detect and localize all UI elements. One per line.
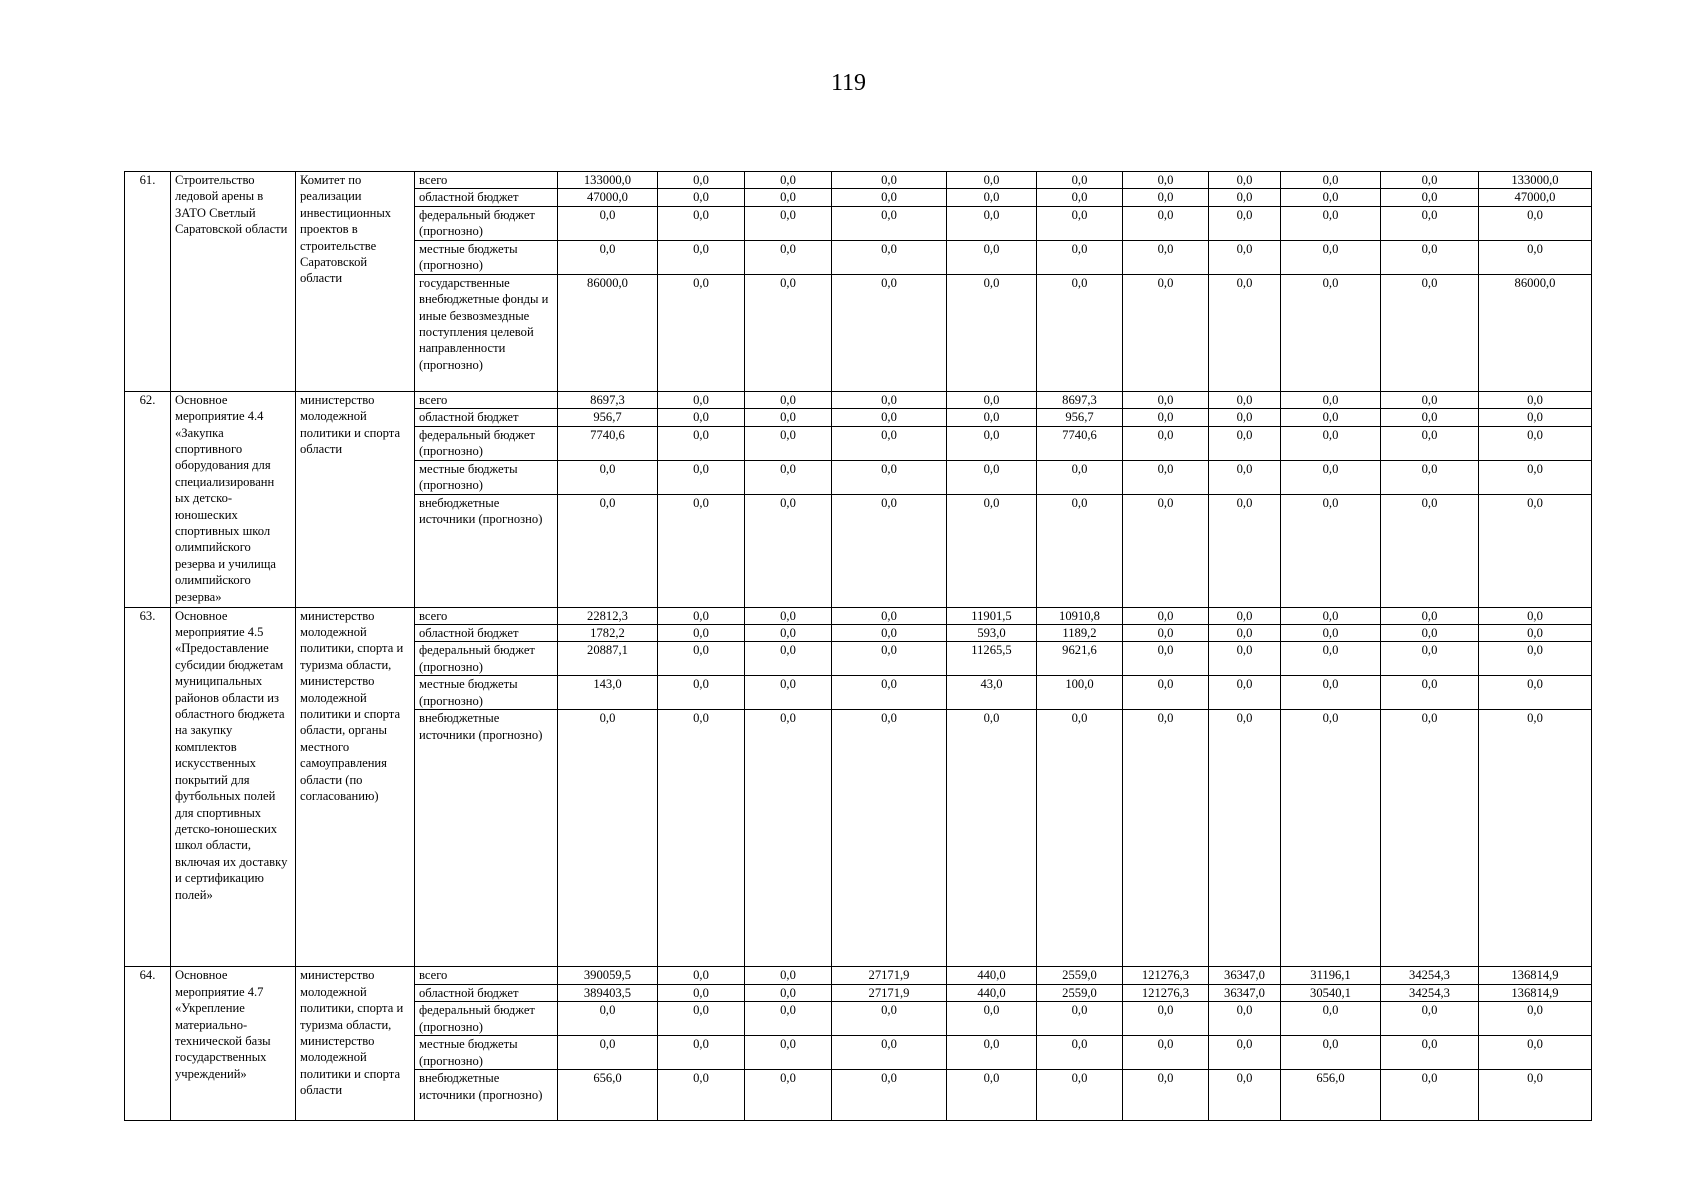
amount-cell: 956,7 (1037, 409, 1123, 426)
amount-cell: 0,0 (1037, 460, 1123, 494)
total-amount-cell: 0,0 (558, 494, 658, 607)
amount-cell: 0,0 (1123, 189, 1209, 206)
amount-cell: 0,0 (1381, 494, 1479, 607)
measure-name: Основное мероприятие 4.7 «Укрепление материально-технической базы государственных учреждений» (171, 967, 296, 1121)
amount-cell: 0,0 (1281, 676, 1381, 710)
amount-cell: 0,0 (1381, 642, 1479, 676)
funding-source: всего (415, 607, 558, 624)
funding-source: местные бюджеты (прогнозно) (415, 676, 558, 710)
amount-cell: 0,0 (1479, 409, 1592, 426)
amount-cell: 0,0 (1123, 206, 1209, 240)
amount-cell: 0,0 (745, 494, 832, 607)
amount-cell: 0,0 (745, 710, 832, 967)
amount-cell: 43,0 (947, 676, 1037, 710)
amount-cell: 0,0 (1479, 494, 1592, 607)
amount-cell: 0,0 (1037, 240, 1123, 274)
amount-cell: 0,0 (1123, 391, 1209, 408)
amount-cell: 0,0 (1209, 409, 1281, 426)
measure-name: Основное мероприятие 4.4 «Закупка спортивного оборудования для специализированн ых детско-юношеских спортивных школ олимпийского резерва и училища олимпийского резерва» (171, 391, 296, 607)
amount-cell: 0,0 (658, 710, 745, 967)
total-amount-cell: 656,0 (558, 1070, 658, 1121)
amount-cell: 0,0 (745, 189, 832, 206)
executor: министерство молодежной политики и спорта области (296, 391, 415, 607)
amount-cell: 0,0 (1381, 206, 1479, 240)
amount-cell: 0,0 (1381, 710, 1479, 967)
amount-cell: 0,0 (1209, 625, 1281, 642)
amount-cell: 0,0 (947, 274, 1037, 391)
amount-cell: 0,0 (1281, 710, 1381, 967)
amount-cell: 0,0 (1037, 172, 1123, 189)
amount-cell: 0,0 (947, 391, 1037, 408)
amount-cell: 0,0 (1037, 206, 1123, 240)
amount-cell: 0,0 (832, 676, 947, 710)
amount-cell: 27171,9 (832, 984, 947, 1001)
amount-cell: 0,0 (1209, 1070, 1281, 1121)
amount-cell: 0,0 (658, 676, 745, 710)
total-amount-cell: 0,0 (558, 710, 658, 967)
amount-cell: 0,0 (1281, 1036, 1381, 1070)
amount-cell: 0,0 (1123, 607, 1209, 624)
amount-cell: 0,0 (658, 984, 745, 1001)
amount-cell: 0,0 (1037, 494, 1123, 607)
amount-cell: 0,0 (1479, 1036, 1592, 1070)
amount-cell: 0,0 (1381, 1036, 1479, 1070)
amount-cell: 0,0 (1479, 206, 1592, 240)
funding-source: местные бюджеты (прогнозно) (415, 1036, 558, 1070)
amount-cell: 0,0 (1209, 240, 1281, 274)
amount-cell: 0,0 (832, 710, 947, 967)
funding-source: областной бюджет (415, 625, 558, 642)
amount-cell: 0,0 (947, 1070, 1037, 1121)
amount-cell: 0,0 (1037, 1002, 1123, 1036)
amount-cell: 0,0 (1281, 172, 1381, 189)
amount-cell: 0,0 (832, 1036, 947, 1070)
amount-cell: 0,0 (658, 240, 745, 274)
amount-cell: 0,0 (947, 172, 1037, 189)
amount-cell: 0,0 (1123, 1002, 1209, 1036)
amount-cell: 0,0 (1209, 710, 1281, 967)
amount-cell: 0,0 (832, 1002, 947, 1036)
total-amount-cell: 143,0 (558, 676, 658, 710)
amount-cell: 0,0 (745, 240, 832, 274)
amount-cell: 0,0 (658, 494, 745, 607)
amount-cell: 0,0 (947, 206, 1037, 240)
amount-cell: 0,0 (658, 274, 745, 391)
funding-source: федеральный бюджет (прогнозно) (415, 206, 558, 240)
amount-cell: 0,0 (1281, 607, 1381, 624)
amount-cell: 0,0 (1281, 274, 1381, 391)
amount-cell: 0,0 (1037, 1070, 1123, 1121)
amount-cell: 0,0 (832, 625, 947, 642)
funding-source: всего (415, 391, 558, 408)
amount-cell: 0,0 (1281, 426, 1381, 460)
funding-source: областной бюджет (415, 984, 558, 1001)
funding-source: областной бюджет (415, 409, 558, 426)
amount-cell: 0,0 (832, 240, 947, 274)
amount-cell: 36347,0 (1209, 967, 1281, 984)
amount-cell: 0,0 (1479, 642, 1592, 676)
amount-cell: 86000,0 (1479, 274, 1592, 391)
amount-cell: 0,0 (1381, 1070, 1479, 1121)
amount-cell: 0,0 (745, 460, 832, 494)
total-amount-cell: 0,0 (558, 1036, 658, 1070)
table-row (125, 967, 1592, 984)
amount-cell: 0,0 (1037, 710, 1123, 967)
amount-cell: 0,0 (745, 391, 832, 408)
amount-cell: 2559,0 (1037, 984, 1123, 1001)
amount-cell: 0,0 (745, 409, 832, 426)
amount-cell: 0,0 (745, 967, 832, 984)
total-amount-cell: 8697,3 (558, 391, 658, 408)
amount-cell: 10910,8 (1037, 607, 1123, 624)
funding-source: федеральный бюджет (прогнозно) (415, 642, 558, 676)
row-number: 62. (125, 391, 171, 607)
amount-cell: 0,0 (1209, 607, 1281, 624)
table-row (125, 391, 1592, 408)
amount-cell: 0,0 (1123, 460, 1209, 494)
amount-cell: 0,0 (832, 274, 947, 391)
amount-cell: 0,0 (1209, 426, 1281, 460)
amount-cell: 0,0 (1209, 172, 1281, 189)
amount-cell: 0,0 (745, 1070, 832, 1121)
page-number: 119 (830, 70, 867, 96)
amount-cell: 0,0 (658, 607, 745, 624)
funding-source: местные бюджеты (прогнозно) (415, 240, 558, 274)
executor: Комитет по реализации инвестиционных проектов в строительстве Саратовской области (296, 172, 415, 392)
amount-cell: 0,0 (1123, 1070, 1209, 1121)
amount-cell: 36347,0 (1209, 984, 1281, 1001)
amount-cell: 0,0 (658, 409, 745, 426)
amount-cell: 0,0 (1281, 625, 1381, 642)
funding-source: областной бюджет (415, 189, 558, 206)
total-amount-cell: 86000,0 (558, 274, 658, 391)
total-amount-cell: 0,0 (558, 460, 658, 494)
amount-cell: 0,0 (1479, 1002, 1592, 1036)
funding-source: федеральный бюджет (прогнозно) (415, 426, 558, 460)
amount-cell: 0,0 (832, 189, 947, 206)
amount-cell: 0,0 (1281, 391, 1381, 408)
funding-source: всего (415, 967, 558, 984)
amount-cell: 656,0 (1281, 1070, 1381, 1121)
amount-cell: 0,0 (745, 676, 832, 710)
budget-table (124, 171, 1592, 1121)
total-amount-cell: 22812,3 (558, 607, 658, 624)
amount-cell: 0,0 (1479, 625, 1592, 642)
amount-cell: 133000,0 (1479, 172, 1592, 189)
amount-cell: 0,0 (1037, 1036, 1123, 1070)
amount-cell: 0,0 (947, 189, 1037, 206)
amount-cell: 0,0 (658, 1036, 745, 1070)
amount-cell: 2559,0 (1037, 967, 1123, 984)
amount-cell: 0,0 (1381, 274, 1479, 391)
amount-cell: 0,0 (658, 967, 745, 984)
amount-cell: 0,0 (1479, 240, 1592, 274)
amount-cell: 0,0 (1381, 1002, 1479, 1036)
amount-cell: 121276,3 (1123, 984, 1209, 1001)
total-amount-cell: 1782,2 (558, 625, 658, 642)
amount-cell: 0,0 (658, 391, 745, 408)
amount-cell: 0,0 (658, 642, 745, 676)
amount-cell: 0,0 (947, 1036, 1037, 1070)
amount-cell: 0,0 (1381, 460, 1479, 494)
amount-cell: 0,0 (1209, 274, 1281, 391)
amount-cell: 0,0 (1037, 189, 1123, 206)
amount-cell: 0,0 (1381, 607, 1479, 624)
amount-cell: 0,0 (1381, 625, 1479, 642)
amount-cell: 0,0 (1381, 426, 1479, 460)
amount-cell: 440,0 (947, 967, 1037, 984)
amount-cell: 0,0 (1209, 676, 1281, 710)
amount-cell: 0,0 (1381, 409, 1479, 426)
amount-cell: 0,0 (1281, 409, 1381, 426)
amount-cell: 121276,3 (1123, 967, 1209, 984)
amount-cell: 0,0 (658, 172, 745, 189)
amount-cell: 0,0 (1123, 409, 1209, 426)
amount-cell: 0,0 (832, 206, 947, 240)
amount-cell: 0,0 (1123, 710, 1209, 967)
amount-cell: 100,0 (1037, 676, 1123, 710)
amount-cell: 0,0 (947, 494, 1037, 607)
amount-cell: 0,0 (1209, 391, 1281, 408)
amount-cell: 0,0 (1381, 676, 1479, 710)
amount-cell: 7740,6 (1037, 426, 1123, 460)
amount-cell: 0,0 (947, 710, 1037, 967)
amount-cell: 30540,1 (1281, 984, 1381, 1001)
amount-cell: 0,0 (1037, 274, 1123, 391)
amount-cell: 0,0 (1281, 460, 1381, 494)
amount-cell: 0,0 (832, 460, 947, 494)
row-number: 64. (125, 967, 171, 1121)
funding-source: внебюджетные источники (прогнозно) (415, 710, 558, 967)
amount-cell: 0,0 (1479, 676, 1592, 710)
amount-cell: 0,0 (745, 172, 832, 189)
amount-cell: 0,0 (1281, 1002, 1381, 1036)
amount-cell: 31196,1 (1281, 967, 1381, 984)
amount-cell: 0,0 (832, 172, 947, 189)
amount-cell: 0,0 (1123, 426, 1209, 460)
amount-cell: 0,0 (1209, 206, 1281, 240)
amount-cell: 0,0 (1209, 642, 1281, 676)
funding-source: всего (415, 172, 558, 189)
amount-cell: 0,0 (832, 607, 947, 624)
amount-cell: 0,0 (832, 1070, 947, 1121)
total-amount-cell: 0,0 (558, 1002, 658, 1036)
total-amount-cell: 20887,1 (558, 642, 658, 676)
amount-cell: 0,0 (947, 409, 1037, 426)
amount-cell: 593,0 (947, 625, 1037, 642)
amount-cell: 11901,5 (947, 607, 1037, 624)
amount-cell: 0,0 (947, 1002, 1037, 1036)
amount-cell: 0,0 (658, 625, 745, 642)
amount-cell: 0,0 (745, 274, 832, 391)
amount-cell: 0,0 (1209, 460, 1281, 494)
amount-cell: 0,0 (1123, 1036, 1209, 1070)
amount-cell: 0,0 (1281, 189, 1381, 206)
amount-cell: 0,0 (658, 426, 745, 460)
amount-cell: 0,0 (1479, 391, 1592, 408)
amount-cell: 0,0 (1381, 240, 1479, 274)
funding-source: федеральный бюджет (прогнозно) (415, 1002, 558, 1036)
amount-cell: 0,0 (658, 189, 745, 206)
amount-cell: 0,0 (1123, 642, 1209, 676)
amount-cell: 0,0 (832, 391, 947, 408)
funding-source: внебюджетные источники (прогнозно) (415, 1070, 558, 1121)
amount-cell: 0,0 (745, 625, 832, 642)
amount-cell: 0,0 (1479, 426, 1592, 460)
amount-cell: 0,0 (1281, 240, 1381, 274)
executor: министерство молодежной политики, спорта и туризма области, министерство молодежной политики и спорта области, органы местного самоуправления области (по согласованию) (296, 607, 415, 967)
amount-cell: 136814,9 (1479, 984, 1592, 1001)
amount-cell: 0,0 (832, 409, 947, 426)
amount-cell: 8697,3 (1037, 391, 1123, 408)
measure-name: Основное мероприятие 4.5 «Предоставление субсидии бюджетам муниципальных районов области из областного бюджета на закупку комплектов искусственных покрытий для футбольных полей для спортивных детско-юношеских школ области, включая их доставку и сертификацию полей» (171, 607, 296, 967)
amount-cell: 0,0 (745, 1002, 832, 1036)
measure-name: Строительство ледовой арены в ЗАТО Светлый Саратовской области (171, 172, 296, 392)
amount-cell: 0,0 (658, 460, 745, 494)
amount-cell: 0,0 (832, 494, 947, 607)
amount-cell: 0,0 (1123, 494, 1209, 607)
funding-source: местные бюджеты (прогнозно) (415, 460, 558, 494)
amount-cell: 0,0 (658, 1002, 745, 1036)
amount-cell: 136814,9 (1479, 967, 1592, 984)
amount-cell: 0,0 (947, 240, 1037, 274)
amount-cell: 0,0 (1123, 625, 1209, 642)
amount-cell: 0,0 (1479, 710, 1592, 967)
amount-cell: 0,0 (1281, 642, 1381, 676)
total-amount-cell: 389403,5 (558, 984, 658, 1001)
amount-cell: 0,0 (1209, 1002, 1281, 1036)
total-amount-cell: 956,7 (558, 409, 658, 426)
amount-cell: 0,0 (832, 642, 947, 676)
amount-cell: 0,0 (745, 984, 832, 1001)
amount-cell: 0,0 (745, 426, 832, 460)
amount-cell: 0,0 (1281, 494, 1381, 607)
amount-cell: 0,0 (1123, 676, 1209, 710)
amount-cell: 0,0 (947, 460, 1037, 494)
row-number: 61. (125, 172, 171, 392)
amount-cell: 0,0 (1479, 460, 1592, 494)
amount-cell: 0,0 (1381, 172, 1479, 189)
funding-source: государственные внебюджетные фонды и иные безвозмездные поступления целевой направленности (прогнозно) (415, 274, 558, 391)
amount-cell: 0,0 (1209, 1036, 1281, 1070)
amount-cell: 0,0 (1281, 206, 1381, 240)
funding-source: внебюджетные источники (прогнозно) (415, 494, 558, 607)
amount-cell: 0,0 (1209, 494, 1281, 607)
table-body (125, 172, 1592, 1121)
amount-cell: 34254,3 (1381, 967, 1479, 984)
executor: министерство молодежной политики, спорта и туризма области, министерство молодежной политики и спорта области (296, 967, 415, 1121)
amount-cell: 0,0 (745, 206, 832, 240)
amount-cell: 0,0 (1123, 274, 1209, 391)
amount-cell: 0,0 (658, 1070, 745, 1121)
amount-cell: 0,0 (745, 642, 832, 676)
amount-cell: 0,0 (658, 206, 745, 240)
amount-cell: 0,0 (832, 426, 947, 460)
amount-cell: 0,0 (1209, 189, 1281, 206)
total-amount-cell: 0,0 (558, 206, 658, 240)
amount-cell: 0,0 (1479, 607, 1592, 624)
amount-cell: 1189,2 (1037, 625, 1123, 642)
total-amount-cell: 0,0 (558, 240, 658, 274)
total-amount-cell: 390059,5 (558, 967, 658, 984)
amount-cell: 34254,3 (1381, 984, 1479, 1001)
amount-cell: 0,0 (1123, 240, 1209, 274)
amount-cell: 47000,0 (1479, 189, 1592, 206)
amount-cell: 27171,9 (832, 967, 947, 984)
table-row (125, 172, 1592, 189)
total-amount-cell: 47000,0 (558, 189, 658, 206)
amount-cell: 0,0 (745, 1036, 832, 1070)
table-row (125, 607, 1592, 624)
amount-cell: 0,0 (745, 607, 832, 624)
amount-cell: 0,0 (1479, 1070, 1592, 1121)
total-amount-cell: 7740,6 (558, 426, 658, 460)
amount-cell: 0,0 (1123, 172, 1209, 189)
total-amount-cell: 133000,0 (558, 172, 658, 189)
amount-cell: 0,0 (1381, 391, 1479, 408)
row-number: 63. (125, 607, 171, 967)
amount-cell: 440,0 (947, 984, 1037, 1001)
amount-cell: 9621,6 (1037, 642, 1123, 676)
amount-cell: 11265,5 (947, 642, 1037, 676)
amount-cell: 0,0 (947, 426, 1037, 460)
amount-cell: 0,0 (1381, 189, 1479, 206)
